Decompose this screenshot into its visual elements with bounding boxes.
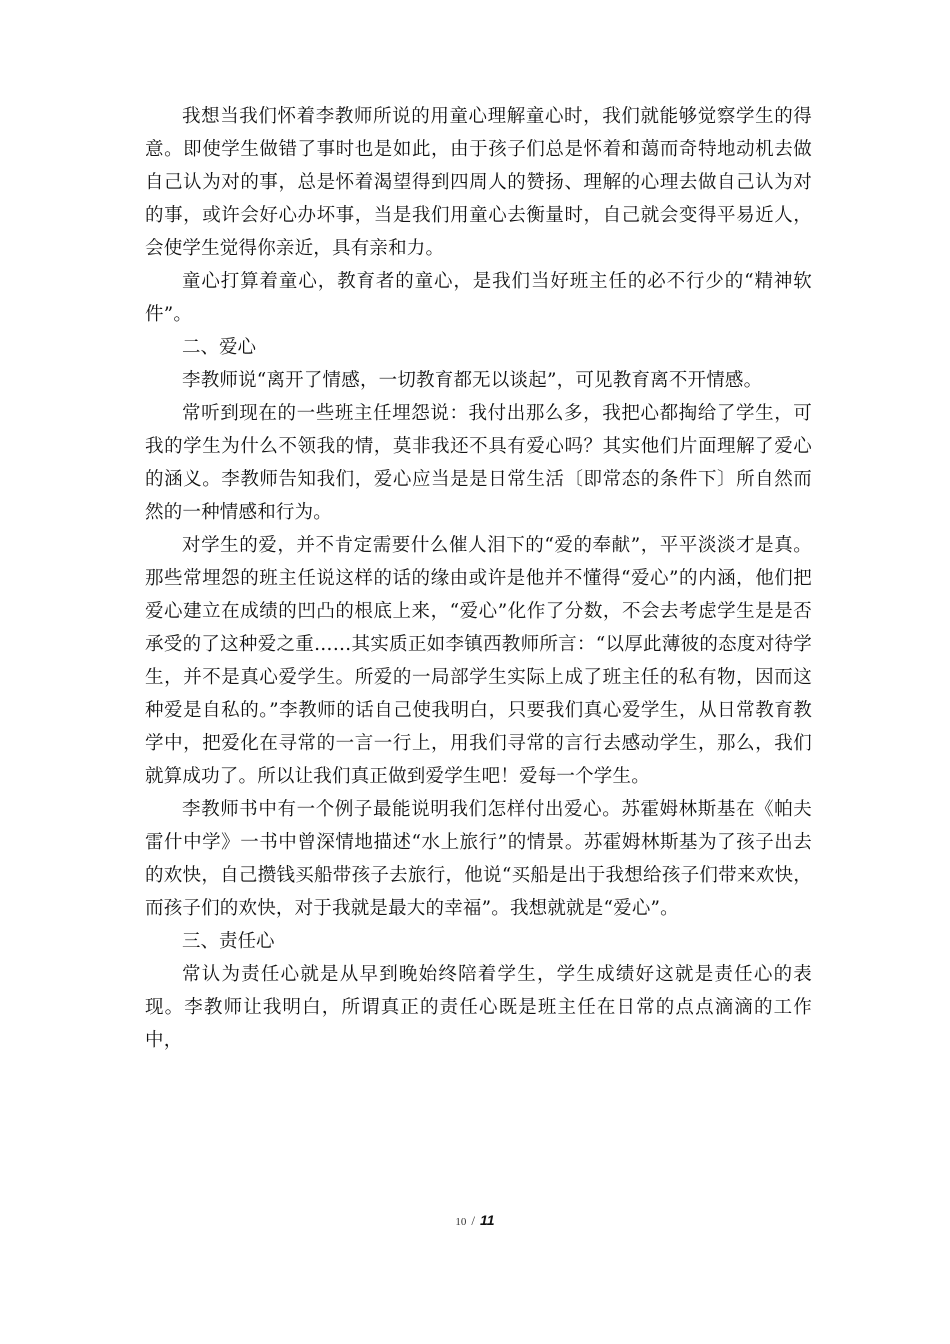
paragraph: 李教师说“离开了情感，一切教育都无以谈起”，可见教育离不开情感。: [182, 370, 763, 391]
paragraph: 对学生的爱，并不肯定需要什么催人泪下的“爱的奉献”，平平淡淡才是真。那些常埋怨的班主任说这样的话的缘由或许是他并不懂得“爱心”的内涵，他们把爱心建立在成绩的凹凸的根底上来，“爱心”化作了分数，不会去考虑学生是是否承受的了这种爱之重……其实质正如李镇西教师所言：“以厚此薄彼的态度对待学生，并不是真心爱学生。所爱的一局部学生实际上成了班主任的私有物，因而这种爱是自私的。”李教师的话自己使我明白，只要我们真心爱学生，从日常教育教学中，把爱化在寻常的一言一行上，用我们寻常的言行去感动学生，那么，我们就算成功了。所以让我们真正做到爱学生吧！爱每一个学生。: [145, 535, 812, 787]
current-page-number: 10: [455, 1216, 467, 1228]
section-heading: 二、爱心: [182, 337, 257, 358]
section-heading: 三、责任心: [182, 931, 275, 952]
paragraph: 我想当我们怀着李教师所说的用童心理解童心时，我们就能够觉察学生的得意。即使学生做错了事时也是如此，由于孩子们总是怀着和蔼而奇特地动机去做自己认为对的事，总是怀着渴望得到四周人的赞扬、理解的心理去做自己认为对的事，或许会好心办坏事，当是我们用童心去衡量时，自己就会变得平易近人， 会使学生觉得你亲近，具有亲和力。: [145, 106, 812, 259]
document-body: [145, 100, 812, 1057]
page-number-footer: [0, 1212, 950, 1229]
total-page-count: 11: [480, 1212, 495, 1228]
paragraph: 童心打算着童心，教育者的童心，是我们当好班主任的必不行少的“精神软件”。: [145, 271, 812, 325]
page-separator: /: [471, 1213, 476, 1228]
paragraph: 李教师书中有一个例子最能说明我们怎样付出爱心。苏霍姆林斯基在《帕夫雷什中学》一书中曾深情地描述“水上旅行”的情景。苏霍姆林斯基为了孩子出去的欢快，自己攒钱买船带孩子去旅行，他说“买船是出于我想给孩子们带来欢快，而孩子们的欢快，对于我就是最大的幸福”。我想就就是“爱心”。: [145, 799, 812, 919]
paragraph: 常认为责任心就是从早到晚始终陪着学生，学生成绩好这就是责任心的表现。李教师让我明白，所谓真正的责任心既是班主任在日常的点点滴滴的工作中，: [145, 964, 812, 1051]
paragraph: 常听到现在的一些班主任埋怨说：我付出那么多，我把心都掏给了学生，可我的学生为什么不领我的情，莫非我还不具有爱心吗？其实他们片面理解了爱心的涵义。李教师告知我们，爱心应当是是日常生活〔即常态的条件下〕所自然而然的一种情感和行为。: [145, 403, 812, 523]
